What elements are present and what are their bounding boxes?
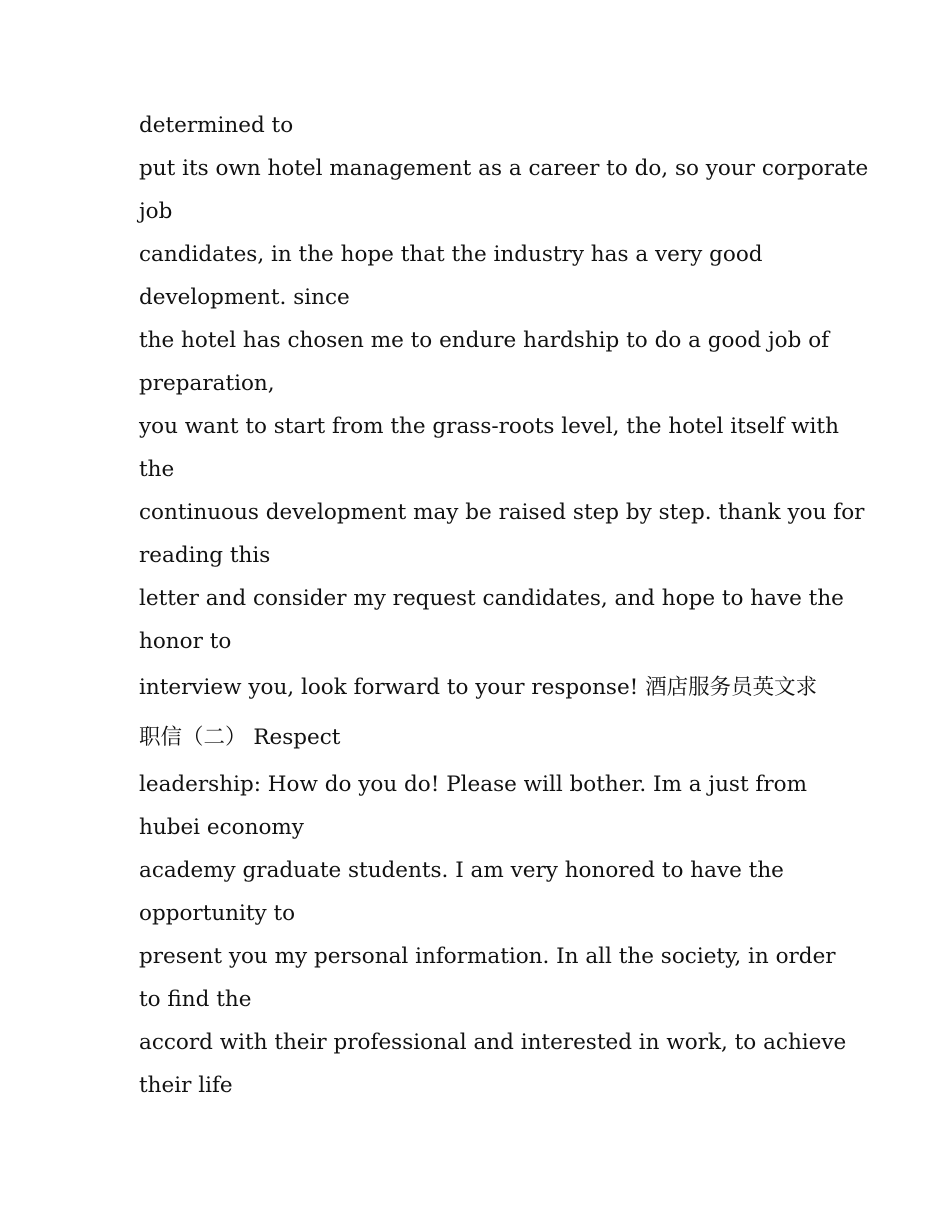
text-line: to find the: [139, 987, 252, 1012]
text-line: candidates, in the hope that the industry has a very good: [139, 242, 763, 267]
text-line: job: [139, 199, 173, 224]
text-line: hubei economy: [139, 815, 304, 840]
text-line: leadership: How do you do! Please will bother. Im a just from: [139, 772, 808, 797]
text-line: interview you, look forward to your response! 酒店服务员英文求: [139, 675, 818, 700]
text-line: you want to start from the grass-roots level, the hotel itself with: [139, 414, 839, 439]
text-line: letter and consider my request candidates, and hope to have the: [139, 586, 844, 611]
text-line: continuous development may be raised step by step. thank you for: [139, 500, 865, 525]
text-line: 职信（二） Respect: [139, 725, 341, 750]
text-line: put its own hotel management as a career to do, so your corporate: [139, 156, 869, 181]
text-line: honor to: [139, 629, 232, 654]
document-body: [139, 104, 869, 1107]
text-line: accord with their professional and interested in work, to achieve: [139, 1030, 847, 1055]
text-line: the hotel has chosen me to endure hardship to do a good job of: [139, 328, 830, 353]
text-line: the: [139, 457, 175, 482]
text-line: development. since: [139, 285, 350, 310]
text-line: opportunity to: [139, 901, 296, 926]
text-line: present you my personal information. In all the society, in order: [139, 944, 836, 969]
text-line: academy graduate students. I am very honored to have the: [139, 858, 784, 883]
text-line: preparation,: [139, 371, 275, 396]
text-line: their life: [139, 1073, 233, 1098]
text-line: reading this: [139, 543, 271, 568]
text-line: determined to: [139, 113, 294, 138]
